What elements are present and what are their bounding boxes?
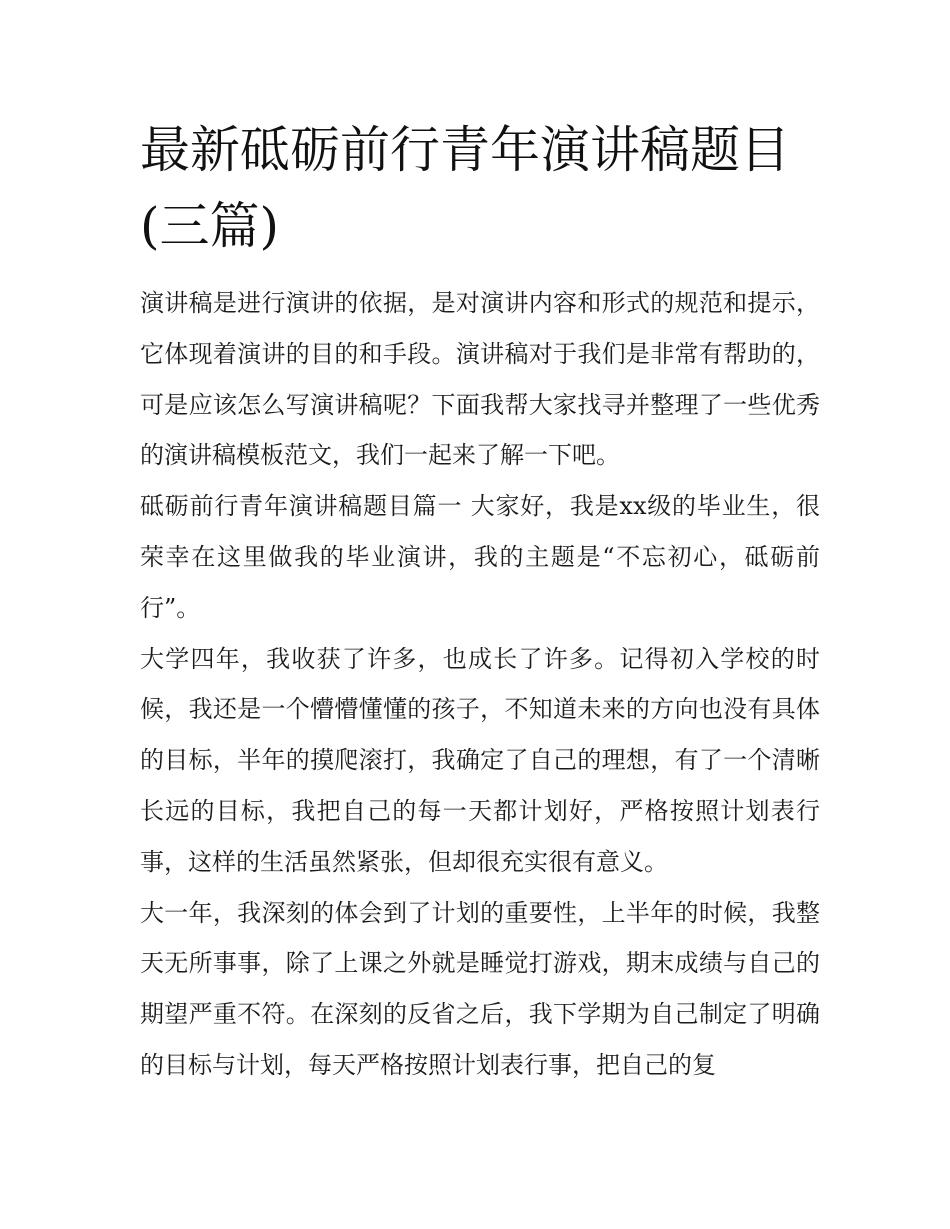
document-title: 最新砥砺前行青年演讲稿题目(三篇)	[140, 121, 790, 255]
paragraph-intro: 演讲稿是进行演讲的依据，是对演讲内容和形式的规范和提示，它体现着演讲的目的和手段。演讲稿对于我们是非常有帮助的，可是应该怎么写演讲稿呢？下面我帮大家找寻并整理了一些优秀的演讲稿模板范文，我们一起来了解一下吧。	[140, 289, 820, 470]
paragraph-freshman-year: 大一年，我深刻的体会到了计划的重要性，上半年的时候，我整天无所事事，除了上课之外就是睡觉打游戏，期末成绩与自己的期望严重不符。在深刻的反省之后，我下学期为自己制定了明确的目标与计划，每天严格按照计划表行事，把自己的复	[140, 898, 820, 1079]
paragraph-university-years: 大学四年，我收获了许多，也成长了许多。记得初入学校的时候，我还是一个懵懵懂懂的孩子，不知道未来的方向也没有具体的目标，半年的摸爬滚打，我确定了自己的理想，有了一个清晰长远的目标，我把自己的每一天都计划好，严格按照计划表行事，这样的生活虽然紧张，但却很充实很有意义。	[140, 644, 820, 876]
paragraph-speech-opening: 砥砺前行青年演讲稿题目篇一 大家好，我是xx级的毕业生，很荣幸在这里做我的毕业演讲，我的主题是“不忘初心，砥砺前行”。	[140, 492, 820, 622]
document-body	[140, 278, 820, 1091]
